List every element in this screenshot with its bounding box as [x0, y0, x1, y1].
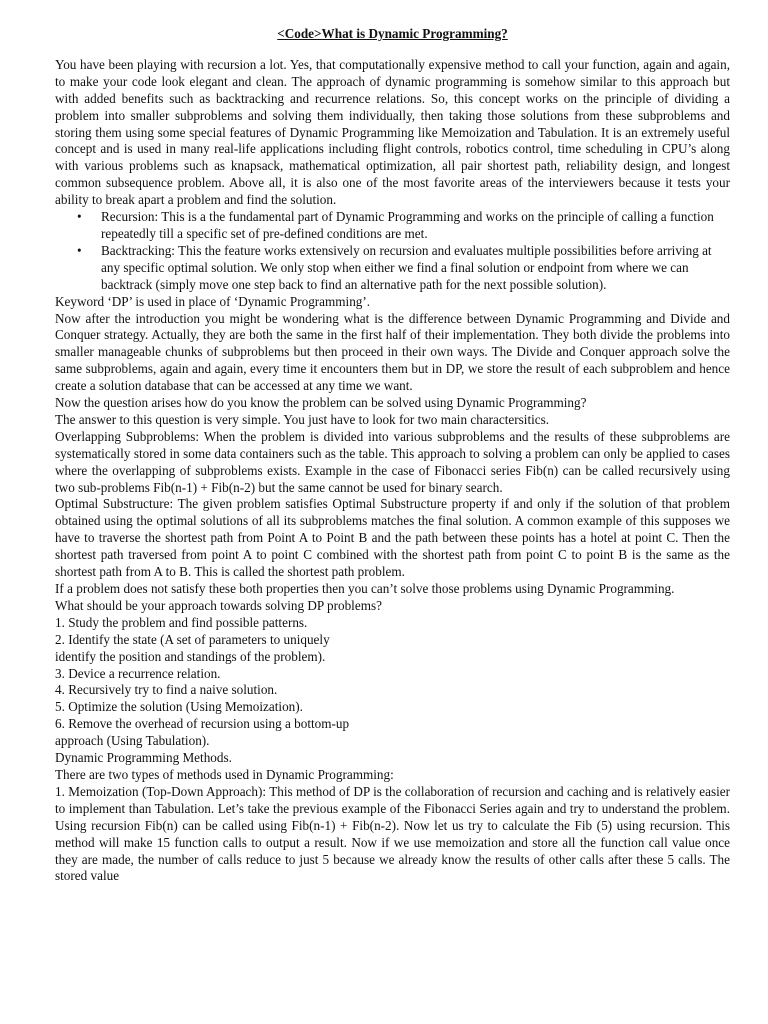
- step-line: approach (Using Tabulation).: [55, 733, 210, 749]
- page-title: <Code>What is Dynamic Programming?: [277, 26, 508, 41]
- overlapping-paragraph: Overlapping Subproblems: When the problem is divided into various subproblems and the results of these subproblems are systematically stored in some data containers such as the table. This approach to solving a problem can only be applied to cases where the overlapping of subproblems exists. Example in the case of Fibonacci series Fib(n) can be called recursively using two sub-problems Fib(n-1) + Fib(n-2) but the same cannot be used for binary search.: [55, 428, 730, 495]
- optimal-paragraph: Optimal Substructure: The given problem satisfies Optimal Substructure property if and only if the solution of that problem obtained using the optimal solutions of all its subproblems matches the final solution. A common example of this supposes we have to traverse the shortest path from Point A to Point B and the path between these points has a hotel at point C. Then the shortest path traversed from point A to point C combined with the shortest path from point C to point B is the same as the shortest path from A to B. This is called the shortest path problem.: [55, 496, 730, 580]
- answer-line: The answer to this question is very simple. You just have to look for two main charactersitics.: [55, 411, 550, 427]
- step-line: 4. Recursively try to find a naive solution.: [55, 682, 278, 698]
- memoization-paragraph: 1. Memoization (Top-Down Approach): This method of DP is the collaboration of recursion and caching and is relatively easier to implement than Tabulation. Let’s take the previous example of the Fibonacci Series again and try to understand the problem. Using recursion Fib(n) can be called using Fib(n-1) + Fib(n-2). Now let us try to calculate the Fib (5) using recursion. This method will make 15 function calls to output a result. Now if we use memoization and store all the function call value once they are made, the number of calls reduce to just 5 because we already know the results of other calls after these 5 calls. The stored value: [55, 783, 730, 884]
- list-item: [77, 242, 730, 294]
- step-line: 3. Device a recurrence relation.: [55, 665, 221, 681]
- keyword-line: Keyword ‘DP’ is used in place of ‘Dynamic Programming’.: [55, 293, 371, 309]
- feature-list: [55, 209, 730, 294]
- methods-heading: Dynamic Programming Methods.: [55, 750, 232, 766]
- bullet-icon: •: [77, 242, 82, 258]
- question-line: Now the question arises how do you know the problem can be solved using Dynamic Programming?: [55, 395, 587, 411]
- bullet-text-recursion: Recursion: This is a the fundamental part of Dynamic Programming and works on the principle of calling a function repeatedly till a specific set of pre-defined conditions are met.: [101, 209, 714, 241]
- step-line: 6. Remove the overhead of recursion using a bottom-up: [55, 716, 350, 732]
- methods-intro: There are two types of methods used in Dynamic Programming:: [55, 766, 394, 782]
- step-line: 5. Optimize the solution (Using Memoization).: [55, 699, 303, 715]
- step-line: identify the position and standings of the problem).: [55, 648, 326, 664]
- intro-paragraph: You have been playing with recursion a lot. Yes, that computationally expensive method to call your function, again and again, to make your code look elegant and clean. The approach of dynamic programming is somehow similar to this approach but with added benefits such as backtracking and recurrence relations. So, this concept works on the principle of dividing a problem into smaller subproblems and solving them individually, then taking those solutions from these subproblems and storing them using some special features of Dynamic Programming like Memoization and Tabulation. It is an extremely useful concept and is used in many real-life applications including flight controls, robotics control, time scheduling in CPU’s along with various problems such as knapsack, mathematical optimization, all pair shortest path, reliability design, and longest common subsequence problem. Above all, it is also one of the most favorite areas of the interviewers because it tests your ability to break apart a problem and find the solution.: [55, 56, 730, 208]
- not-satisfy-paragraph: If a problem does not satisfy these both properties then you can’t solve those problems using Dynamic Programming.: [55, 581, 675, 596]
- step-line: 1. Study the problem and find possible patterns.: [55, 614, 308, 630]
- difference-paragraph: Now after the introduction you might be wondering what is the difference between Dynamic Programming and Divide and Conquer strategy. Actually, they are both the same in the first half of their implementation. They both divide the problems into smaller manageable chunks of subproblems but then proceed in their own ways. The Divide and Conquer approach solve the same subproblems, again and again, every time it encounters them but in DP, we store the result of each subproblem and hence create a solution database that can be accessed at any time we want.: [55, 310, 730, 394]
- step-line: 2. Identify the state (A set of parameters to uniquely: [55, 631, 330, 647]
- list-item: [77, 209, 730, 243]
- bullet-text-backtracking: Backtracking: This the feature works extensively on recursion and evaluates multiple possibilities before arriving at any specific optimal solution. We only stop when either we find a final solution or endpoint from where we can backtrack (simply move one step back to find an alternative path for the next possible solution).: [101, 242, 712, 292]
- approach-question: What should be your approach towards solving DP problems?: [55, 597, 382, 613]
- bullet-icon: •: [77, 209, 82, 225]
